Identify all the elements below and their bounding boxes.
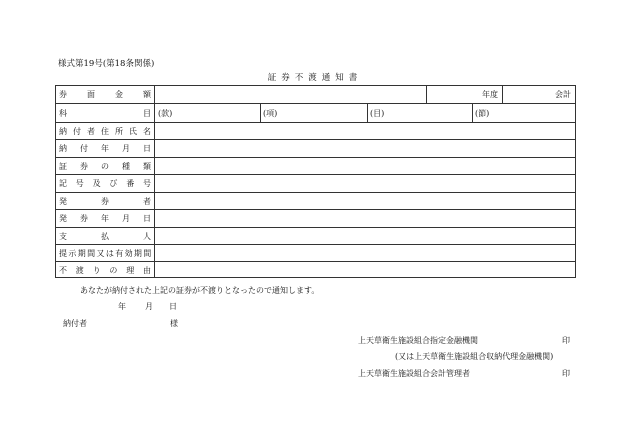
security-type-label: 証券の種類: [56, 158, 155, 174]
table-row: [56, 193, 575, 210]
table-row-subject: [56, 104, 575, 123]
seal-mark: 印: [562, 369, 570, 378]
setsu-cell: (節): [475, 108, 490, 118]
notice-text: あなたが納付された上記の証券が不渡りとなったので通知します。: [80, 286, 320, 295]
issue-date-label: 発券年月日: [56, 210, 155, 227]
table-row: [56, 158, 575, 175]
amount-label: 券面金額: [56, 86, 155, 103]
presentation-period-label: 提示期間又は有効期間: [56, 245, 155, 261]
honorific: 様: [170, 319, 178, 328]
subject-label: 科目: [56, 104, 155, 122]
payer-address-label: 納付者住所氏名: [56, 123, 155, 139]
payer-label: 納付者: [63, 319, 87, 328]
designated-bank: 上天草衛生施設組合指定金融機関: [358, 336, 478, 345]
table-row: [56, 123, 575, 140]
payer-bank-label: 支払人: [56, 228, 155, 244]
year-label: 年度: [482, 90, 498, 99]
payment-date-label: 納付年月日: [56, 140, 155, 157]
agent-bank: (又は上天草衛生施設組合収納代理金融機関): [395, 352, 554, 361]
symbol-number-label: 記号及び番号: [56, 175, 155, 192]
table-row: [56, 262, 575, 278]
document-title: 証券不渡通知書: [267, 73, 363, 83]
seal-mark: 印: [562, 336, 570, 345]
table-row: [56, 210, 575, 228]
issuer-label: 発券者: [56, 193, 155, 209]
notice-table: [55, 85, 576, 278]
table-row-amount: [56, 86, 575, 104]
moku-cell: (目): [370, 108, 385, 118]
kou-cell: (項): [263, 108, 278, 118]
date-year: 年: [118, 302, 126, 311]
table-row: [56, 228, 575, 245]
kan-cell: (款): [158, 108, 173, 118]
table-row: [56, 245, 575, 262]
account-label: 会計: [555, 90, 571, 99]
date-day: 日: [169, 302, 177, 311]
dishonor-reason-label: 不渡りの理由: [56, 262, 155, 278]
table-row: [56, 140, 575, 158]
date-month: 月: [145, 302, 153, 311]
table-row: [56, 175, 575, 193]
accounting-manager: 上天草衛生施設組合会計管理者: [358, 369, 470, 378]
form-number: 様式第19号(第18条関係): [58, 59, 155, 69]
